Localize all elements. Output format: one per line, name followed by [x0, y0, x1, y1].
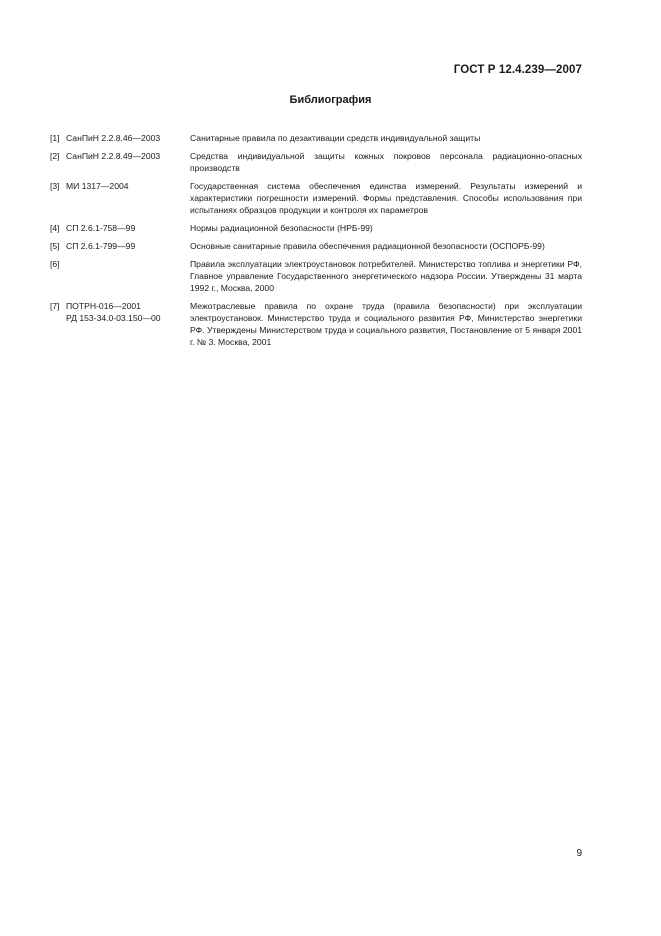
- entry-description: Нормы радиационной безопасности (НРБ-99): [190, 223, 373, 233]
- bibliography-entry: [50, 132, 582, 144]
- entry-description: Санитарные правила по дезактивации средств индивидуальной защиты: [190, 133, 481, 143]
- entry-reference-code: СП 2.6.1-799—99: [66, 241, 136, 251]
- entry-reference-code: МИ 1317—2004: [66, 181, 129, 191]
- entry-number: [4]: [50, 223, 60, 233]
- entry-reference: [66, 300, 190, 324]
- entry-reference-code: РД 153-34.0-03.150—00: [66, 313, 161, 323]
- entry-number: [5]: [50, 241, 60, 251]
- entry-number: [1]: [50, 133, 60, 143]
- entry-number: [3]: [50, 181, 60, 191]
- document-standard-code: ГОСТ Р 12.4.239—2007: [453, 64, 582, 76]
- entry-reference-code: СанПиН 2.2.8.49—2003: [66, 151, 161, 161]
- entry-reference-code: ПОТРН-016—2001: [66, 301, 141, 311]
- page-number: 9: [576, 848, 582, 859]
- entry-reference-code: СП 2.6.1-758—99: [66, 223, 136, 233]
- entry-description: Государственная система обеспечения единства измерений. Результаты измерений и характеристики погрешности измерений. Формы представления. Способы использования при испытаниях образцов продукции и контроля их параметров: [190, 181, 582, 215]
- entry-reference: [66, 222, 190, 234]
- bibliography-list: [50, 132, 582, 354]
- entry-number: [7]: [50, 301, 60, 311]
- bibliography-entry: [50, 222, 582, 234]
- entry-description: Основные санитарные правила обеспечения радиационной безопасности (ОСПОРБ-99): [190, 241, 545, 251]
- entry-reference: [66, 132, 190, 144]
- entry-reference: [66, 150, 190, 162]
- bibliography-entry: [50, 150, 582, 174]
- bibliography-entry: [50, 240, 582, 252]
- bibliography-entry: [50, 258, 582, 294]
- entry-reference: [66, 180, 190, 192]
- entry-reference-code: СанПиН 2.2.8.46—2003: [66, 133, 161, 143]
- page-title: Библиография: [289, 94, 372, 106]
- bibliography-entry: [50, 180, 582, 216]
- entry-number: [2]: [50, 151, 60, 161]
- entry-description: Средства индивидуальной защиты кожных покровов персонала радиационно-опасных производств: [190, 151, 582, 173]
- bibliography-entry: [50, 300, 582, 348]
- entry-number: [6]: [50, 259, 60, 269]
- entry-reference: [66, 240, 190, 252]
- entry-description: Правила эксплуатации электроустановок потребителей. Министерство топлива и энергетики РФ, Главное управление Государственного энергетического надзора России. Утверждены 31 марта 1992 г., Москва, 2000: [190, 259, 582, 293]
- entry-description: Межотраслевые правила по охране труда (правила безопасности) при эксплуатации электроустановок. Министерство труда и социального развития РФ, Министерство энергетики РФ. Утверждены Министерством труда и социального развития, Постановление от 5 января 2001 г. № 3. Москва, 2001: [190, 301, 582, 347]
